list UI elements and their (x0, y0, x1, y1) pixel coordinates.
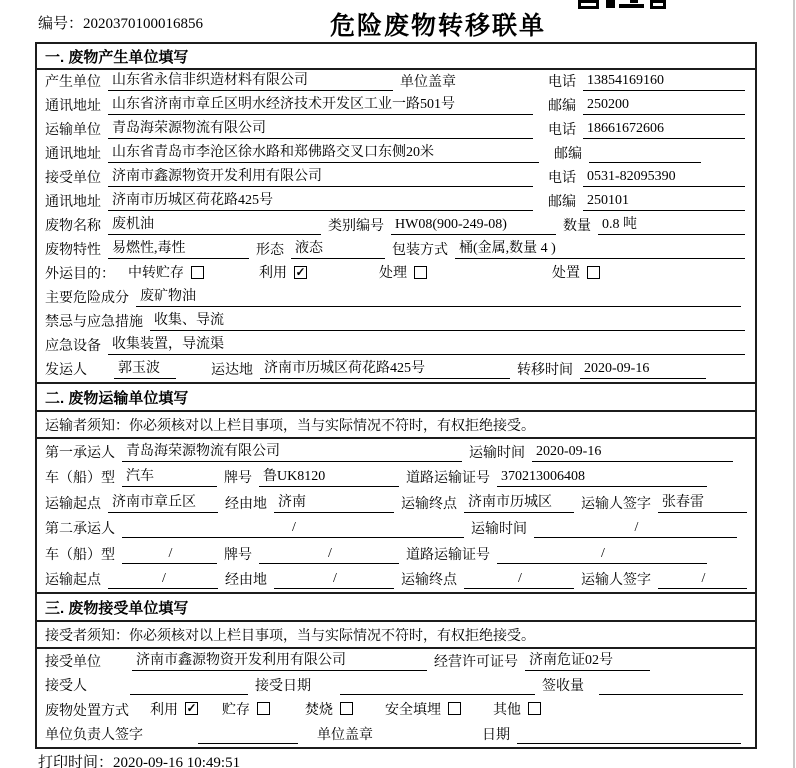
field-value: 收集、导流 (150, 309, 745, 331)
field-label: 类别编号 (328, 219, 384, 234)
checkbox-label: 安全填埋 (385, 702, 441, 718)
field-label: 运输人签字 (581, 496, 651, 512)
transfer-form (35, 42, 757, 749)
section-title: 二. 废物运输单位填写 (37, 382, 755, 412)
field-value: / (122, 546, 217, 564)
checkbox-group (128, 262, 204, 283)
field-value: / (108, 571, 218, 589)
section-title: 一. 废物产生单位填写 (37, 44, 755, 70)
field-value: 鲁UK8120 (259, 465, 399, 487)
checkbox-label: 处置 (552, 266, 580, 281)
checkbox-label: 利用 (259, 266, 287, 281)
field-value: 2020-09-16 (580, 361, 706, 379)
field-value: 济南危证02号 (525, 649, 650, 671)
qr-module (630, 0, 638, 3)
checkbox-unchecked (340, 702, 353, 715)
field-value: 250101 (583, 193, 745, 211)
form-row (37, 723, 755, 748)
form-row (37, 70, 755, 94)
form-section-1 (37, 44, 755, 382)
checkbox-unchecked (414, 266, 427, 279)
field-value: 液态 (291, 237, 385, 259)
form-row (37, 262, 755, 286)
field-label: 通讯地址 (45, 147, 101, 162)
field-label: 邮编 (548, 195, 576, 210)
checkbox-group (222, 699, 270, 720)
field-label: 牌号 (224, 471, 252, 486)
form-row (37, 439, 755, 465)
page-title: 危险废物转移联单 (329, 12, 546, 40)
field-value: 青岛海荣源物流有限公司 (108, 117, 533, 139)
checkbox-group (552, 262, 600, 283)
checkbox-label: 处理 (379, 266, 407, 281)
field-label: 运输时间 (469, 445, 525, 461)
field-label: 数量 (563, 219, 591, 234)
field-value (340, 678, 535, 695)
checkbox-group (379, 262, 427, 283)
field-label: 产生单位 (45, 75, 101, 90)
field-label: 接受日期 (255, 679, 311, 694)
qr-module (606, 0, 615, 8)
field-value: 济南市章丘区 (108, 491, 218, 513)
field-value: 山东省青岛市李沧区徐水路和郑佛路交叉口东侧20米 (108, 141, 539, 163)
form-section-2 (37, 382, 755, 592)
field-label: 邮编 (554, 147, 582, 162)
qr-module (619, 4, 644, 8)
field-label: 签收量 (542, 679, 584, 694)
field-label: 运输单位 (45, 123, 101, 138)
form-row (37, 334, 755, 358)
field-label: 废物特性 (45, 243, 101, 258)
field-label: 禁忌与应急措施 (45, 315, 143, 330)
field-value: 山东省永信非织造材料有限公司 (108, 69, 393, 91)
checkbox-checked: ✓ (295, 264, 306, 279)
field-label: 单位盖章 (317, 728, 373, 743)
checkbox-label: 贮存 (222, 702, 250, 718)
field-label: 运输起点 (45, 573, 101, 588)
field-value (589, 146, 701, 163)
serial-label: 编号： (38, 16, 84, 32)
checkbox-checked: ✓ (186, 701, 197, 715)
field-label: 运输时间 (471, 522, 527, 537)
field-label: 第一承运人 (45, 445, 115, 461)
checkbox-unchecked (191, 266, 204, 279)
field-label: 运输人签字 (581, 573, 651, 588)
field-label: 运输终点 (401, 496, 457, 512)
field-label: 应急设备 (45, 339, 101, 354)
serial-value: 2020370100016856 (83, 16, 204, 32)
field-label: 邮编 (548, 99, 576, 114)
field-value: 青岛海荣源物流有限公司 (122, 440, 462, 462)
field-label: 经营许可证号 (434, 654, 518, 670)
checkbox-unchecked (257, 702, 270, 715)
form-row (37, 94, 755, 118)
field-label: 经由地 (225, 573, 267, 588)
field-label: 接受单位 (45, 654, 101, 670)
form-row (37, 286, 755, 310)
field-label: 电话 (548, 123, 576, 138)
field-label: 形态 (256, 243, 284, 258)
field-label: 接受人 (45, 679, 87, 694)
field-value: 13854169160 (583, 73, 745, 91)
form-row (37, 698, 755, 723)
field-label: 主要危险成分 (45, 291, 129, 306)
field-label: 道路运输证号 (406, 547, 490, 563)
field-value: 济南市鑫源物资开发利用有限公司 (132, 649, 427, 671)
form-row (37, 516, 755, 542)
field-value: / (122, 520, 464, 538)
checkbox-group (305, 699, 353, 720)
field-label: 包装方式 (392, 243, 448, 258)
field-label: 牌号 (224, 547, 252, 563)
field-value: 济南市历城区荷花路425号 (260, 357, 510, 379)
checkbox-unchecked (448, 702, 461, 715)
field-value: 370213006408 (497, 469, 707, 487)
field-value: 易燃性,毒性 (108, 237, 249, 259)
field-label: 第二承运人 (45, 522, 115, 537)
print-time (38, 751, 240, 768)
field-value: 0531-82095390 (583, 169, 745, 187)
field-label: 电话 (548, 171, 576, 186)
field-value: / (658, 571, 747, 589)
field-label: 废物处置方式 (45, 703, 129, 719)
field-label: 道路运输证号 (406, 471, 490, 486)
field-value: 山东省济南市章丘区明水经济技术开发区工业一路501号 (108, 93, 533, 115)
section-title: 三. 废物接受单位填写 (37, 592, 755, 622)
field-value: / (274, 571, 394, 589)
field-value: 0.8 吨 (598, 213, 745, 235)
field-value: 济南市历城区 (464, 491, 574, 513)
field-value: / (259, 546, 399, 564)
field-label: 运输终点 (401, 573, 457, 588)
field-value: HW08(900-249-08) (391, 217, 556, 235)
checkbox-group (150, 699, 198, 720)
field-value (517, 727, 741, 744)
form-row (37, 541, 755, 567)
field-label: 接受单位 (45, 171, 101, 186)
field-label: 转移时间 (517, 363, 573, 378)
field-value: 张春雷 (658, 491, 747, 513)
field-value: 18661672606 (583, 121, 745, 139)
field-value: 济南 (274, 491, 394, 513)
form-row (37, 238, 755, 262)
field-label: 发运人 (45, 363, 87, 378)
field-value: 废机油 (108, 213, 321, 235)
field-value: 济南市鑫源物资开发利用有限公司 (108, 165, 533, 187)
field-label: 运达地 (211, 363, 253, 378)
checkbox-label: 其他 (493, 702, 521, 718)
checkbox-group (385, 699, 461, 720)
field-value (599, 678, 743, 695)
checkbox-group (259, 262, 307, 283)
checkbox-group (493, 699, 541, 720)
checkbox-label: 焚烧 (305, 702, 333, 718)
field-label: 电话 (548, 75, 576, 90)
form-row (37, 118, 755, 142)
section-notice: 接受者须知：你必须核对以上栏目事项，当与实际情况不符时，有权拒绝接受。 (37, 622, 755, 649)
field-value: 桶(金属,数量 4 ) (455, 237, 745, 259)
form-row (37, 214, 755, 238)
field-value: 汽车 (122, 465, 217, 487)
qr-module (578, 0, 599, 9)
page-edge-line (793, 0, 795, 768)
field-value: 郭玉波 (114, 357, 176, 379)
form-row (37, 190, 755, 214)
field-value (130, 678, 248, 695)
form-section-3 (37, 592, 755, 747)
field-label: 车（船）型 (45, 547, 115, 563)
checkbox-unchecked (587, 266, 600, 279)
field-value: 250200 (583, 97, 745, 115)
form-row (37, 142, 755, 166)
form-row (37, 649, 755, 674)
field-label: 通讯地址 (45, 99, 101, 114)
field-label: 单位盖章 (400, 75, 456, 90)
field-value: / (534, 520, 737, 538)
qr-code-partial (578, 0, 670, 9)
field-label: 日期 (482, 728, 510, 743)
field-value: 2020-09-16 (532, 444, 733, 462)
field-label: 经由地 (225, 496, 267, 512)
field-label: 外运目的： (45, 267, 115, 282)
form-row (37, 674, 755, 699)
form-row (37, 166, 755, 190)
field-value: 废矿物油 (136, 285, 741, 307)
form-row (37, 567, 755, 593)
field-label: 车（船）型 (45, 471, 115, 486)
field-value: / (497, 546, 707, 564)
field-label: 运输起点 (45, 496, 101, 512)
field-value: / (464, 571, 574, 589)
form-row (37, 465, 755, 491)
checkbox-label: 利用 (150, 702, 178, 718)
field-value: 收集装置，导流渠 (108, 333, 745, 355)
field-label: 废物名称 (45, 219, 101, 234)
field-value (198, 727, 298, 744)
section-notice: 运输者须知：你必须核对以上栏目事项，当与实际情况不符时，有权拒绝接受。 (37, 412, 755, 439)
field-label: 单位负责人签字 (45, 728, 143, 743)
checkbox-unchecked (528, 702, 541, 715)
print-time-value: 2020-09-16 10:49:51 (113, 755, 241, 768)
field-label: 通讯地址 (45, 195, 101, 210)
checkbox-label: 中转贮存 (128, 266, 184, 281)
print-time-label: 打印时间： (38, 755, 114, 768)
form-row (37, 358, 755, 382)
form-row (37, 310, 755, 334)
field-value: 济南市历城区荷花路425号 (108, 189, 533, 211)
qr-module (650, 0, 666, 9)
form-row (37, 490, 755, 516)
